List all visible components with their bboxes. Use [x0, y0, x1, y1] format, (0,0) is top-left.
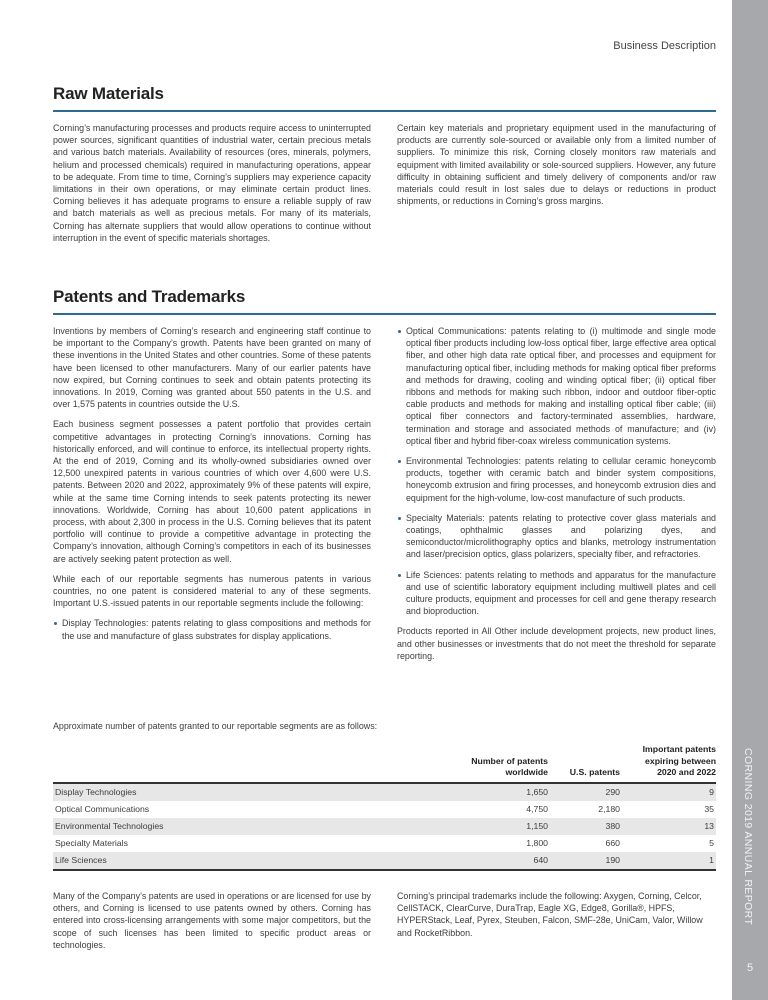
worldwide-column-header: Number of patents worldwide — [471, 755, 548, 777]
worldwide-cell: 1,800 — [526, 838, 548, 848]
table-intro: Approximate number of patents granted to our reportable segments are as follows: — [53, 721, 378, 731]
expiring-cell: 9 — [709, 787, 714, 797]
segment-patent-list — [53, 617, 371, 641]
segment-cell: Display Technologies — [55, 787, 137, 797]
trademarks-column — [397, 890, 716, 947]
table-row — [53, 783, 716, 801]
raw-materials-heading: Raw Materials — [53, 84, 716, 112]
segment-cell: Specialty Materials — [55, 838, 128, 848]
us-patents-cell: 290 — [605, 787, 620, 797]
segment-cell: Optical Communications — [55, 804, 150, 814]
licensing-paragraph: Many of the Company’s patents are used in operations or are licensed for use by others, and Corning is licensed to use patents owned by others. Corning has entered into cross-licensing arrangements with some major competitors, but the scope of such licenses has been limited to specific product areas or technologies. — [53, 891, 371, 950]
patents-heading: Patents and Trademarks — [53, 287, 716, 315]
worldwide-cell: 4,750 — [526, 804, 548, 814]
trademarks-paragraph: Corning’s principal trademarks include the following: Axygen, Corning, Celcor, CellSTACK, ClearCurve, DuraTrap, Eagle XG, Edge8, Gorilla®, HPFS, HYPERStack, Leaf, Pyrex, Steuben, Falcon, SMF-28e, UniCam, Valor, Willow and RocketRibbon. — [397, 891, 703, 938]
segment-column-header — [53, 744, 468, 783]
worldwide-cell: 1,150 — [526, 821, 548, 831]
report-title: CORNING 2019 ANNUAL REPORT — [742, 748, 754, 926]
bullet-life-sciences: Life Sciences: patents relating to methods and apparatus for the manufacture and use of scientific laboratory equipment including multiwell plates and cell culture products, equipment and processes for cell and gene therapy research and bioproduction. — [397, 569, 716, 618]
patents-left-column — [53, 325, 371, 650]
table-row — [53, 818, 716, 835]
segment-cell: Environmental Technologies — [55, 821, 164, 831]
expiring-cell: 1 — [709, 855, 714, 865]
expiring-cell: 13 — [704, 821, 714, 831]
table-header-row — [53, 744, 716, 783]
page-number: 5 — [746, 962, 754, 974]
bullet-display-technologies: Display Technologies: patents relating to glass compositions and methods for the use and manufacture of glass substrates for display applications. — [53, 617, 371, 641]
expiring-cell: 35 — [704, 804, 714, 814]
bullet-specialty-materials: Specialty Materials: patents relating to protective cover glass materials and coatings, ophthalmic glasses and polarizing dyes, and semiconductor/microlithography optics and blanks, metrology instrumentation and laser/precision optics, glass polarizers, specialty fiber, and refractories. — [397, 512, 716, 561]
table-row — [53, 835, 716, 852]
licensing-column — [53, 890, 371, 959]
worldwide-cell: 640 — [533, 855, 548, 865]
patents-paragraph: Each business segment possesses a patent portfolio that provides certain competitive advantages in protecting Corning’s innovations. Corning has historically enforced, and will continue to enforce, its intellectual property rights. At the end of 2019, Corning and its wholly-owned subsidiaries owned over 12,500 unexpired patents in various countries of which over 4,600 were U.S. patents. Between 2020 and 2022, approximately 9% of these patents will expire, while at the same time Corning intends to seek patents protecting its newer innovations. Worldwide, Corning has about 10,600 patent applications in process, with about 2,300 in process in the U.S. Corning believes that its patent portfolio will continue to provide a competitive advantage in protecting the Company’s innovation, although Corning’s competitors in each of its businesses are actively seeking patent protection as well. — [53, 419, 371, 564]
segment-patent-list — [397, 325, 716, 617]
us-patents-cell: 2,180 — [598, 804, 620, 814]
patents-paragraph: While each of our reportable segments has numerous patents in various countries, no one patent is considered material to any of these segments. Important U.S.-issued patents in our reportable segments include the following: — [53, 573, 371, 609]
us-patents-cell: 190 — [605, 855, 620, 865]
bullet-optical-communications: Optical Communications: patents relating to (i) multimode and single mode optical fiber products including low-loss optical fiber, large effective area optical fiber, and other high data rate optical fiber, and processes and equipment for manufacturing optical fiber, including methods for making optical fiber preforms and methods for drawing, cooling and winding optical fiber; (ii) optical fiber ribbons and methods for making such ribbon, indoor and outdoor fiber-optic cable products and methods for making and installing optical fiber cable; (iii) optical fiber connectors and factory-terminated assemblies, hardware, termination and storage and associated methods of manufacture; and (iv) optical fiber and hybrid fiber-coax wireless communication systems. — [397, 325, 716, 447]
running-header: Business Description — [613, 40, 716, 52]
table-row — [53, 801, 716, 818]
us-patents-column-header: U.S. patents — [569, 767, 620, 777]
table-row — [53, 852, 716, 870]
us-patents-cell: 660 — [605, 838, 620, 848]
patents-table — [53, 744, 716, 871]
us-patents-cell: 380 — [605, 821, 620, 831]
patents-right-column — [397, 325, 716, 670]
expiring-column-header: Important patents expiring between 2020 and 2022 — [642, 744, 716, 777]
patents-paragraph: Inventions by members of Corning’s research and engineering staff continue to be important to the Company’s growth. Patents have been granted on many of these inventions in the United States and other countries. Some of these patents have been licensed to other manufacturers. Many of our earlier patents have now expired, but Corning continues to seek and obtain patents protecting its innovations. In 2019, Corning was granted about 550 patents in the U.S. and over 1,575 patents in countries outside the U.S. — [53, 326, 371, 410]
raw-materials-left-column — [53, 122, 371, 252]
raw-materials-paragraph: Corning’s manufacturing processes and products require access to uninterrupted power sources, significant quantities of industrial water, certain precious metals and various batch materials. Availability of resources (ores, minerals, polymers, helium and processed chemicals) required in manufacturing operations, appear to be adequate. From time to time, Corning’s suppliers may experience capacity limitations in their own operations, or may eliminate certain product lines. Corning believes it has adequate programs to ensure a reliable supply of raw and batch materials as well as precious metals. For many of its materials, Corning has alternate suppliers that would allow operations to continue without interruption in the event of specific materials shortages. — [53, 123, 371, 243]
segment-cell: Life Sciences — [55, 855, 107, 865]
raw-materials-paragraph: Certain key materials and proprietary equipment used in the manufacturing of products are currently sole-sourced or available only from a limited number of suppliers. To minimize this risk, Corning closely monitors raw materials and equipment with limited availability or sole-sourced suppliers. However, any future difficulty in obtaining sufficient and timely delivery of components and/or raw materials could result in lost sales due to delays or reductions in product shipments, or reductions in Corning’s gross margins. — [397, 123, 716, 207]
raw-materials-right-column — [397, 122, 716, 215]
all-other-paragraph: Products reported in All Other include development projects, new product lines, and other businesses or investments that do not meet the threshold for separate reporting. — [397, 626, 716, 661]
bullet-environmental-technologies: Environmental Technologies: patents relating to cellular ceramic honeycomb products, together with ceramic batch and binder system compositions, honeycomb extrusion and firing processes, and honeycomb extrusion dies and equipment for the high-volume, low-cost manufacture of such products. — [397, 455, 716, 504]
expiring-cell: 5 — [709, 838, 714, 848]
worldwide-cell: 1,650 — [526, 787, 548, 797]
